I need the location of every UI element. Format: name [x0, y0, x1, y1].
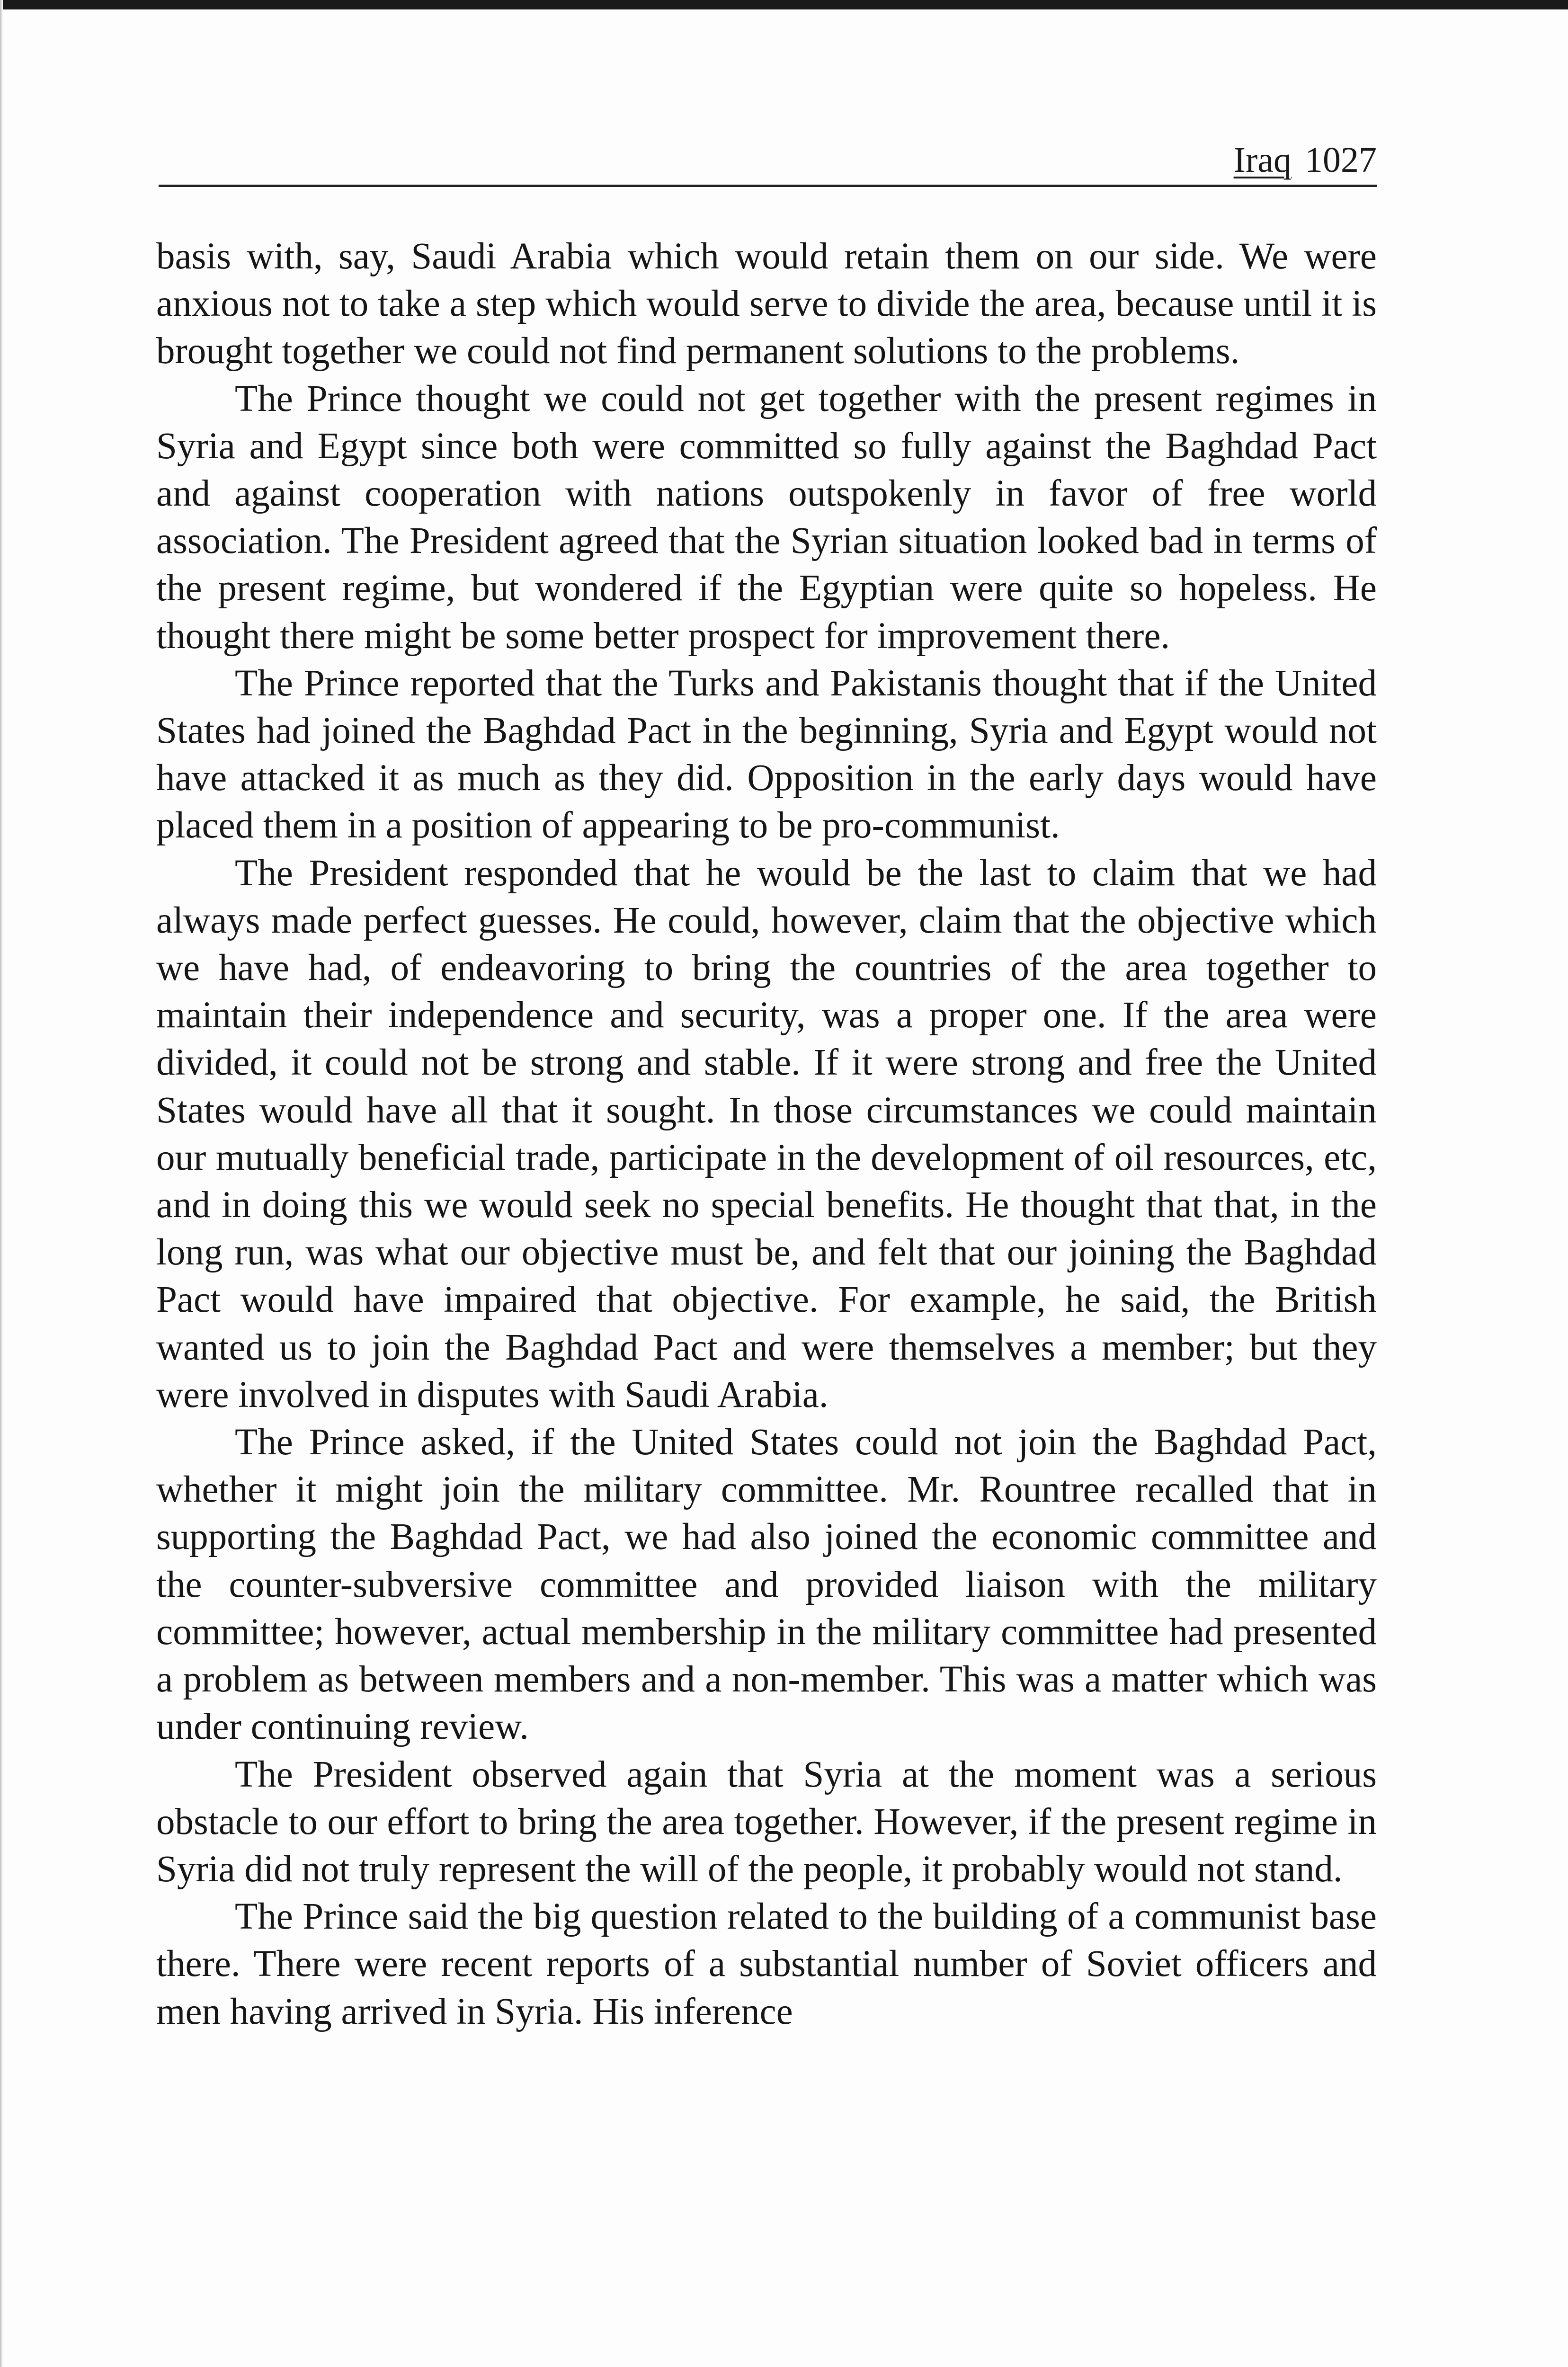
- paragraph: The Prince reported that the Turks and Pakistanis thought that if the United States had joined the Baghdad Pact in the beginning, Syria and Egypt would not have attacked it as much as they did. Opposition in the early days would have placed them in a position of appearing to be pro-communist.: [156, 662, 1377, 846]
- header-title: Iraq: [1233, 140, 1292, 180]
- running-header: [159, 133, 1377, 187]
- paragraph: The President observed again that Syria at the moment was a serious obstacle to our effort to bring the area together. However, if the present regime in Syria did not truly represent the will of the people, it probably would not stand.: [156, 1753, 1377, 1890]
- paragraph: The Prince said the big question related to the building of a communist base there. There were recent reports of a substantial number of Soviet officers and men having arrived in Syria. His inference: [156, 1896, 1377, 2032]
- page-number: 1027: [1305, 140, 1377, 180]
- paragraph: The President responded that he would be the last to claim that we had always made perfect guesses. He could, however, claim that the objective which we have had, of endeavoring to bring the countries of the area together to maintain their independence and security, was a proper one. If the area were divided, it could not be strong and stable. If it were strong and free the United States would have all that it sought. In those circumstances we could maintain our mutually beneficial trade, participate in the development of oil resources, etc, and in doing this we would seek no special benefits. He thought that that, in the long run, was what our objective must be, and felt that our joining the Baghdad Pact would have impaired that objective. For example, he said, the British wanted us to join the Baghdad Pact and were themselves a member; but they were involved in disputes with Saudi Arabia.: [156, 852, 1377, 1415]
- paragraph-continued: basis with, say, Saudi Arabia which would retain them on our side. We were anxious not to take a step which would serve to divide the area, because until it is brought together we could not find permanent solutions to the problems.: [156, 236, 1377, 372]
- body-text: [156, 233, 1377, 2036]
- scan-top-edge: [0, 0, 1568, 9]
- paragraph: The Prince asked, if the United States could not join the Baghdad Pact, whether it might join the military committee. Mr. Rountree recalled that in supporting the Baghdad Pact, we had also joined the economic committee and the counter-subversive committee and provided liaison with the military committee; however, actual membership in the military committee had presented a problem as between members and a non-member. This was a matter which was under continuing review.: [156, 1422, 1377, 1748]
- scan-left-edge: [0, 0, 3, 2367]
- paragraph: The Prince thought we could not get together with the present regimes in Syria and Egypt since both were committed so fully against the Baghdad Pact and against cooperation with nations outspokenly in favor of free world association. The President agreed that the Syrian situation looked bad in terms of the present regime, but wondered if the Egyptian were quite so hopeless. He thought there might be some better prospect for improvement there.: [156, 378, 1377, 657]
